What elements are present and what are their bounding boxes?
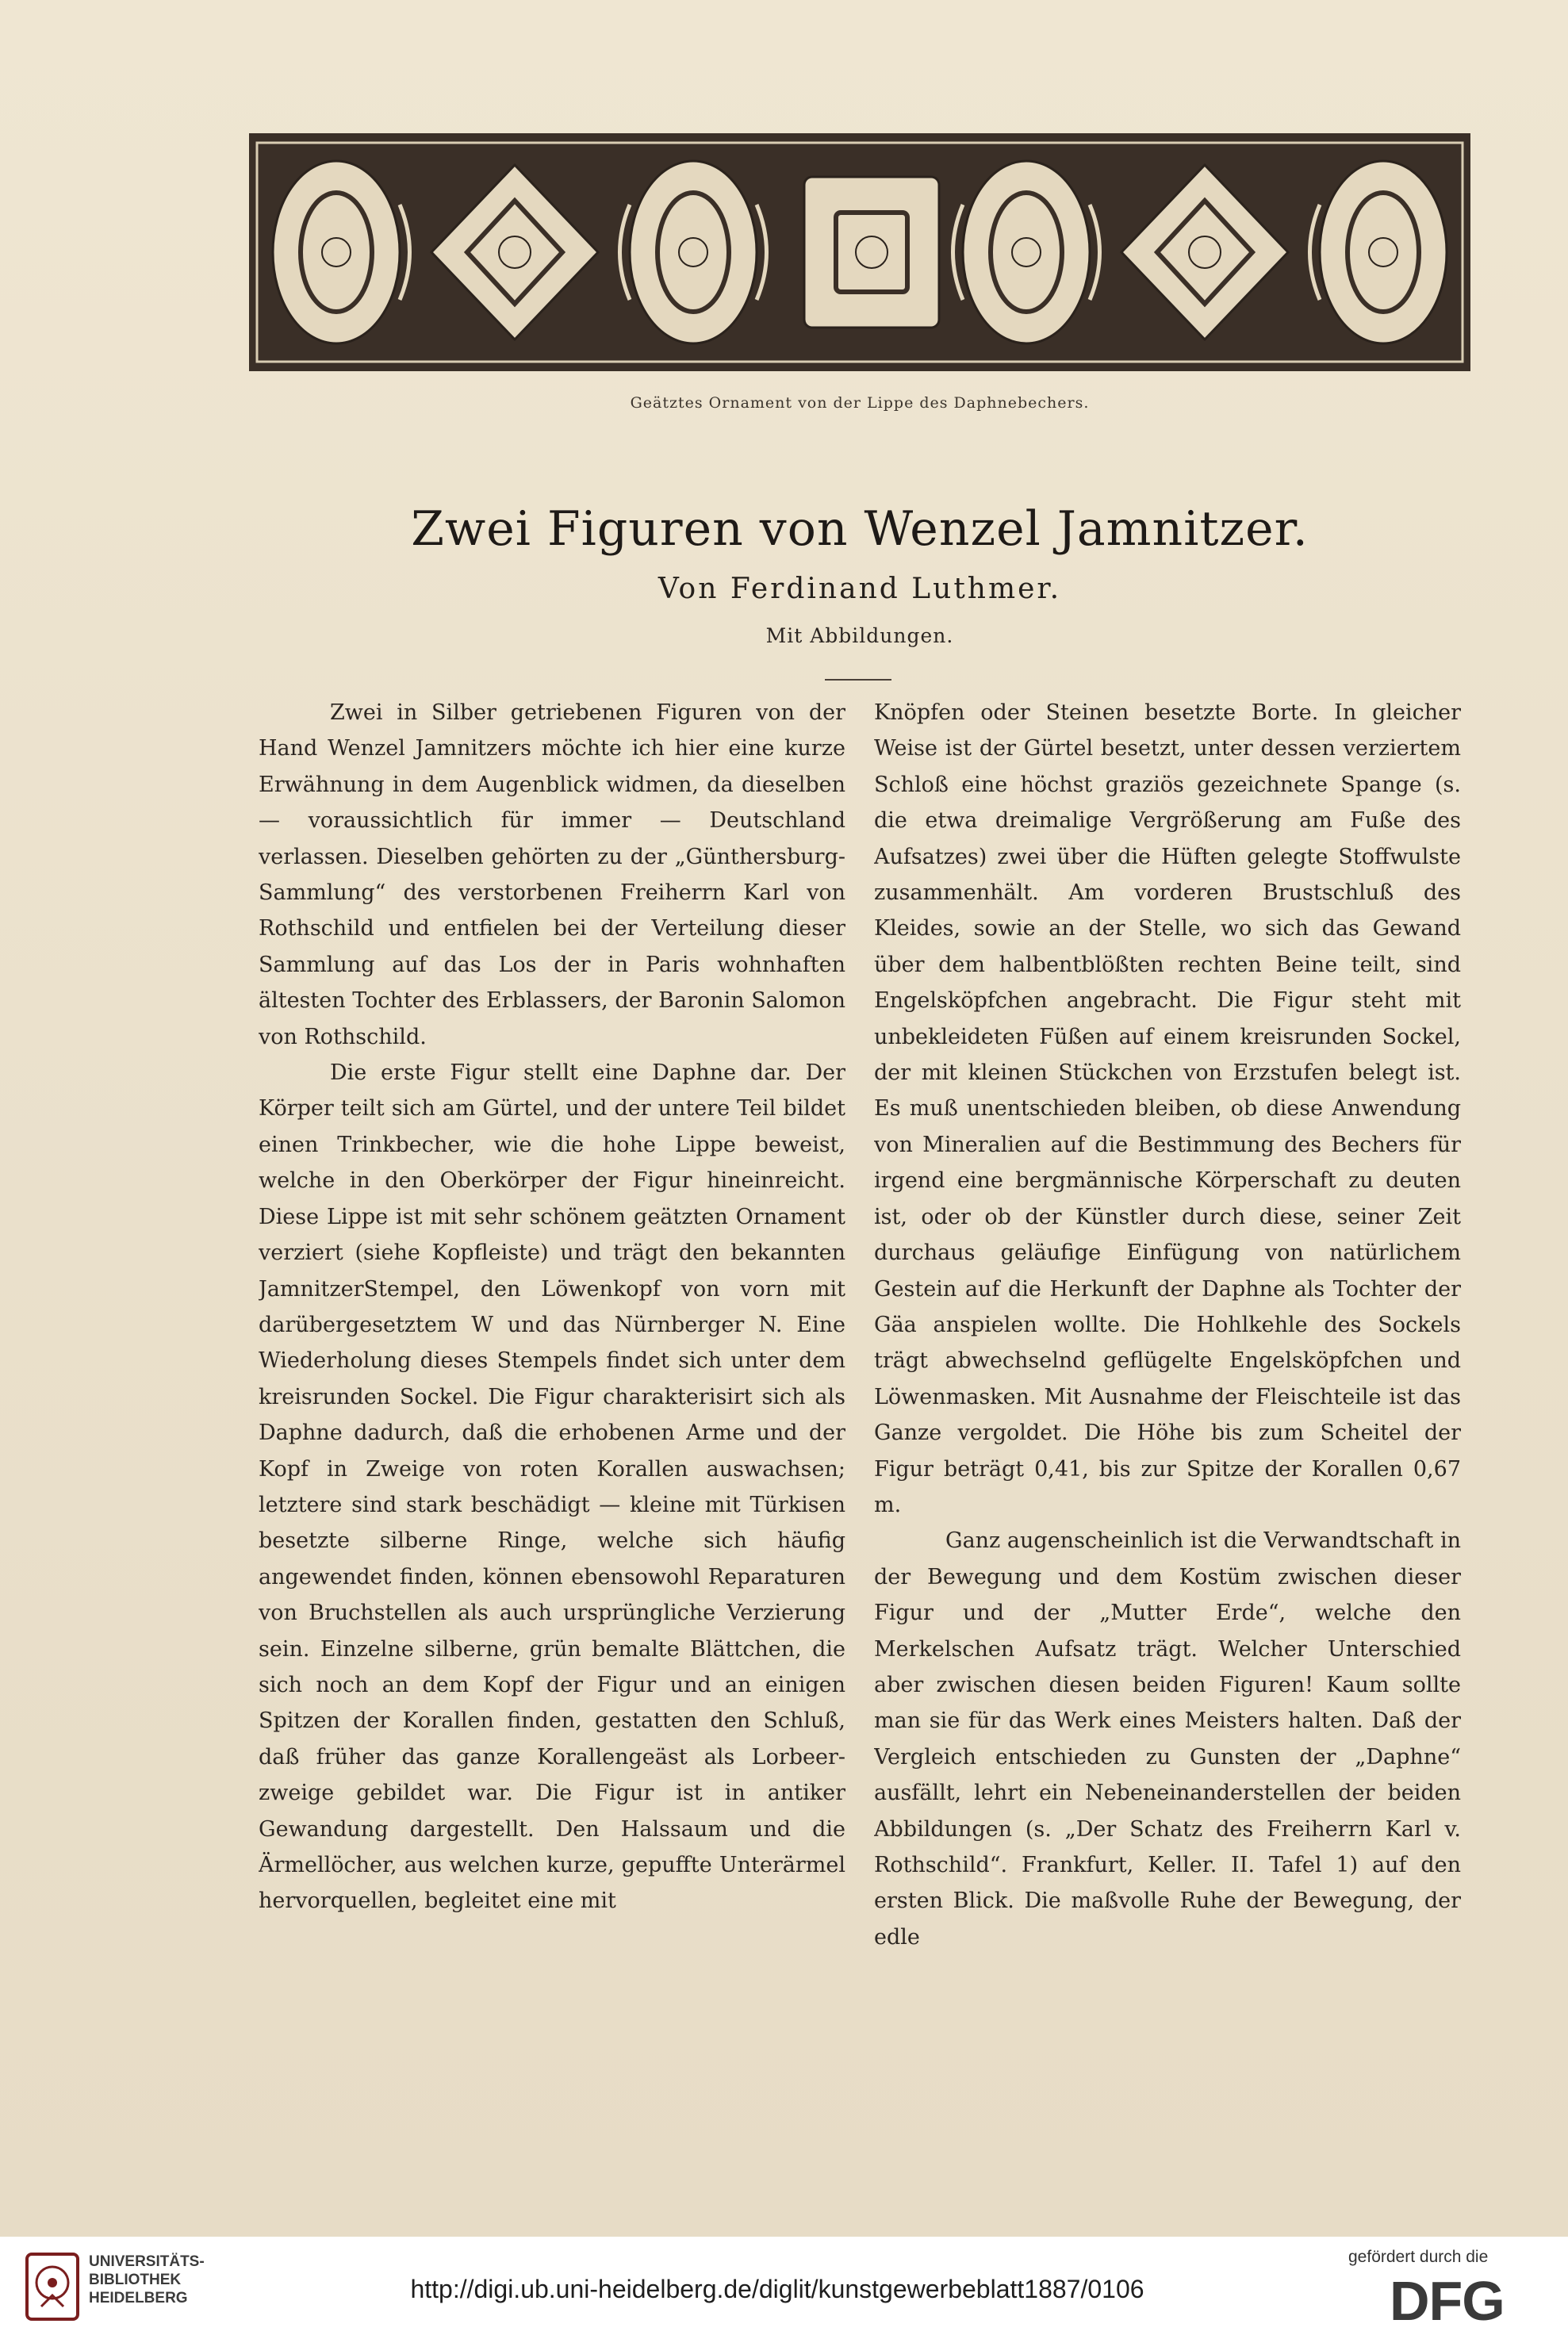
library-name-line: BIBLIOTHEK bbox=[89, 2272, 182, 2288]
text-column-left bbox=[259, 695, 845, 2107]
article-byline: Von Ferdinand Luthmer. bbox=[657, 573, 1062, 605]
library-name-line: HEIDELBERG bbox=[89, 2290, 188, 2306]
dfg-logo: DFG bbox=[1390, 2270, 1505, 2332]
library-name bbox=[89, 2253, 247, 2307]
paragraph: Knöpfen oder Steinen besetzte Borte. In gleicher Weise ist der Gürtel besetzt, unter dessen verziertem Schloß eine höchst graziös gezeichnete Spange (s. die etwa dreimalige Vergrößerung am Fuße des Aufsatzes) zwei über die Hüften gelegte Stoffwulste zusammenhält. Am vorderen Brustschluß des Kleides, sowie an der Stelle, wo sich das Gewand über dem halbentblößten rechten Beine teilt, sind Engelsköpfchen angebracht. Die Figur steht mit unbekleideten Füßen auf einem kreisrunden Sockel, der mit kleinen Stückchen von Erzstufen belegt ist. Es muß unentschieden bleiben, ob diese Anwendung von Mineralien auf die Bestimmung des Bechers für irgend eine bergmännische Körperschaft zu deuten ist, oder ob der Künstler durch diese, seiner Zeit durchaus geläufige Einfügung von natürlichem Gestein auf die Herkunft der Daphne als Tochter der Gäa anspielen wollte. Die Hohlkehle des Sockels trägt abwechselnd geflügelte Engelsköpfchen und Löwenmasken. Mit Ausnahme der Fleischteile ist das Ganze vergoldet. Die Höhe bis zum Scheitel der Figur beträgt 0,41, bis zur Spitze der Korallen 0,67 m. bbox=[874, 700, 1461, 1517]
ornament-frieze-icon bbox=[249, 133, 1470, 371]
university-seal-icon bbox=[24, 2251, 81, 2322]
paragraph: Ganz augenscheinlich ist die Verwandtschaft in der Bewegung und dem Kostüm zwischen dieser Figur und der „Mutter Erde“, welche den Merkelschen Aufsatz trägt. Welcher Unterschied aber zwischen diesen beiden Figuren! Kaum sollte man sie für das Werk eines Meisters halten. Daß der Vergleich entschieden zu Gunsten der „Daphne“ ausfällt, lehrt ein Nebeneinanderstellen der beiden Abbildungen (s. „Der Schatz des Freiherrn Karl v. Rothschild“. Frankfurt, Keller. II. Tafel 1) auf den ersten Blick. Die maßvolle Ruhe der Bewegung, der edle bbox=[874, 1528, 1461, 1950]
title-divider bbox=[825, 679, 891, 681]
paragraph: Die erste Figur stellt eine Daphne dar. Der Körper teilt sich am Gürtel, und der untere Teil bildet einen Trinkbecher, wie die hohe Lippe beweist, welche in den Oberkörper der Figur hineinreicht. Diese Lippe ist mit sehr schönem geätzten Ornament verziert (siehe Kopfleiste) und trägt den bekannten JamnitzerStempel, den Löwenkopf von vorn mit darübergesetztem W und das Nürnberger N. Eine Wiederholung dieses Stempels findet sich unter dem kreisrunden Sockel. Die Figur charakterisirt sich als Daphne dadurch, daß die erhobenen Arme und der Kopf in Zweige von roten Korallen auswachsen; letztere sind stark beschädigt — kleine mit Türkisen besetzte silberne Ringe, welche sich häufig angewendet finden, können ebensowohl Reparaturen von Bruchstellen als auch ursprüngliche Verzierung sein. Einzelne silberne, grün bemalte Blättchen, die sich noch an dem Kopf der Figur und an einigen Spitzen der Korallen finden, gestatten den Schluß, daß früher das ganze Korallengeäst als Lorbeerzweige gebildet war. Die Figur ist in antiker Gewandung dargestellt. Den Halssaum und die Ärmellöcher, aus welchen kurze, gepuffte Unterärmel hervorquellen, begleitet eine mit bbox=[259, 1060, 845, 1914]
source-url-link[interactable]: http://digi.ub.uni-heidelberg.de/diglit/kunstgewerbeblatt1887/0106 bbox=[410, 2275, 1144, 2303]
library-name-line: UNIVERSITÄTS- bbox=[89, 2253, 205, 2270]
paragraph: Zwei in Silber getriebenen Figuren von der Hand Wenzel Jamnitzers möchte ich hier eine kurze Erwähnung in dem Augenblick widmen, da dieselben — voraussichtlich für immer — Deutschland verlassen. Dieselben gehörten zu der „Günthersburg-Sammlung“ des verstorbenen Freiherrn Karl von Rothschild und entfielen bei der Verteilung dieser Sammlung auf das Los der in Paris wohnhaften ältesten Tochter des Erblassers, der Baronin Salomon von Rothschild. bbox=[259, 700, 845, 1049]
article-subtitle: Mit Abbildungen. bbox=[765, 624, 954, 647]
ornament-caption: Geätztes Ornament von der Lippe des Daphnebechers. bbox=[630, 394, 1090, 412]
article-title: Zwei Figuren von Wenzel Jamnitzer. bbox=[411, 501, 1309, 557]
funding-label: gefördert durch die bbox=[1348, 2248, 1489, 2266]
text-column-right bbox=[874, 695, 1461, 2107]
